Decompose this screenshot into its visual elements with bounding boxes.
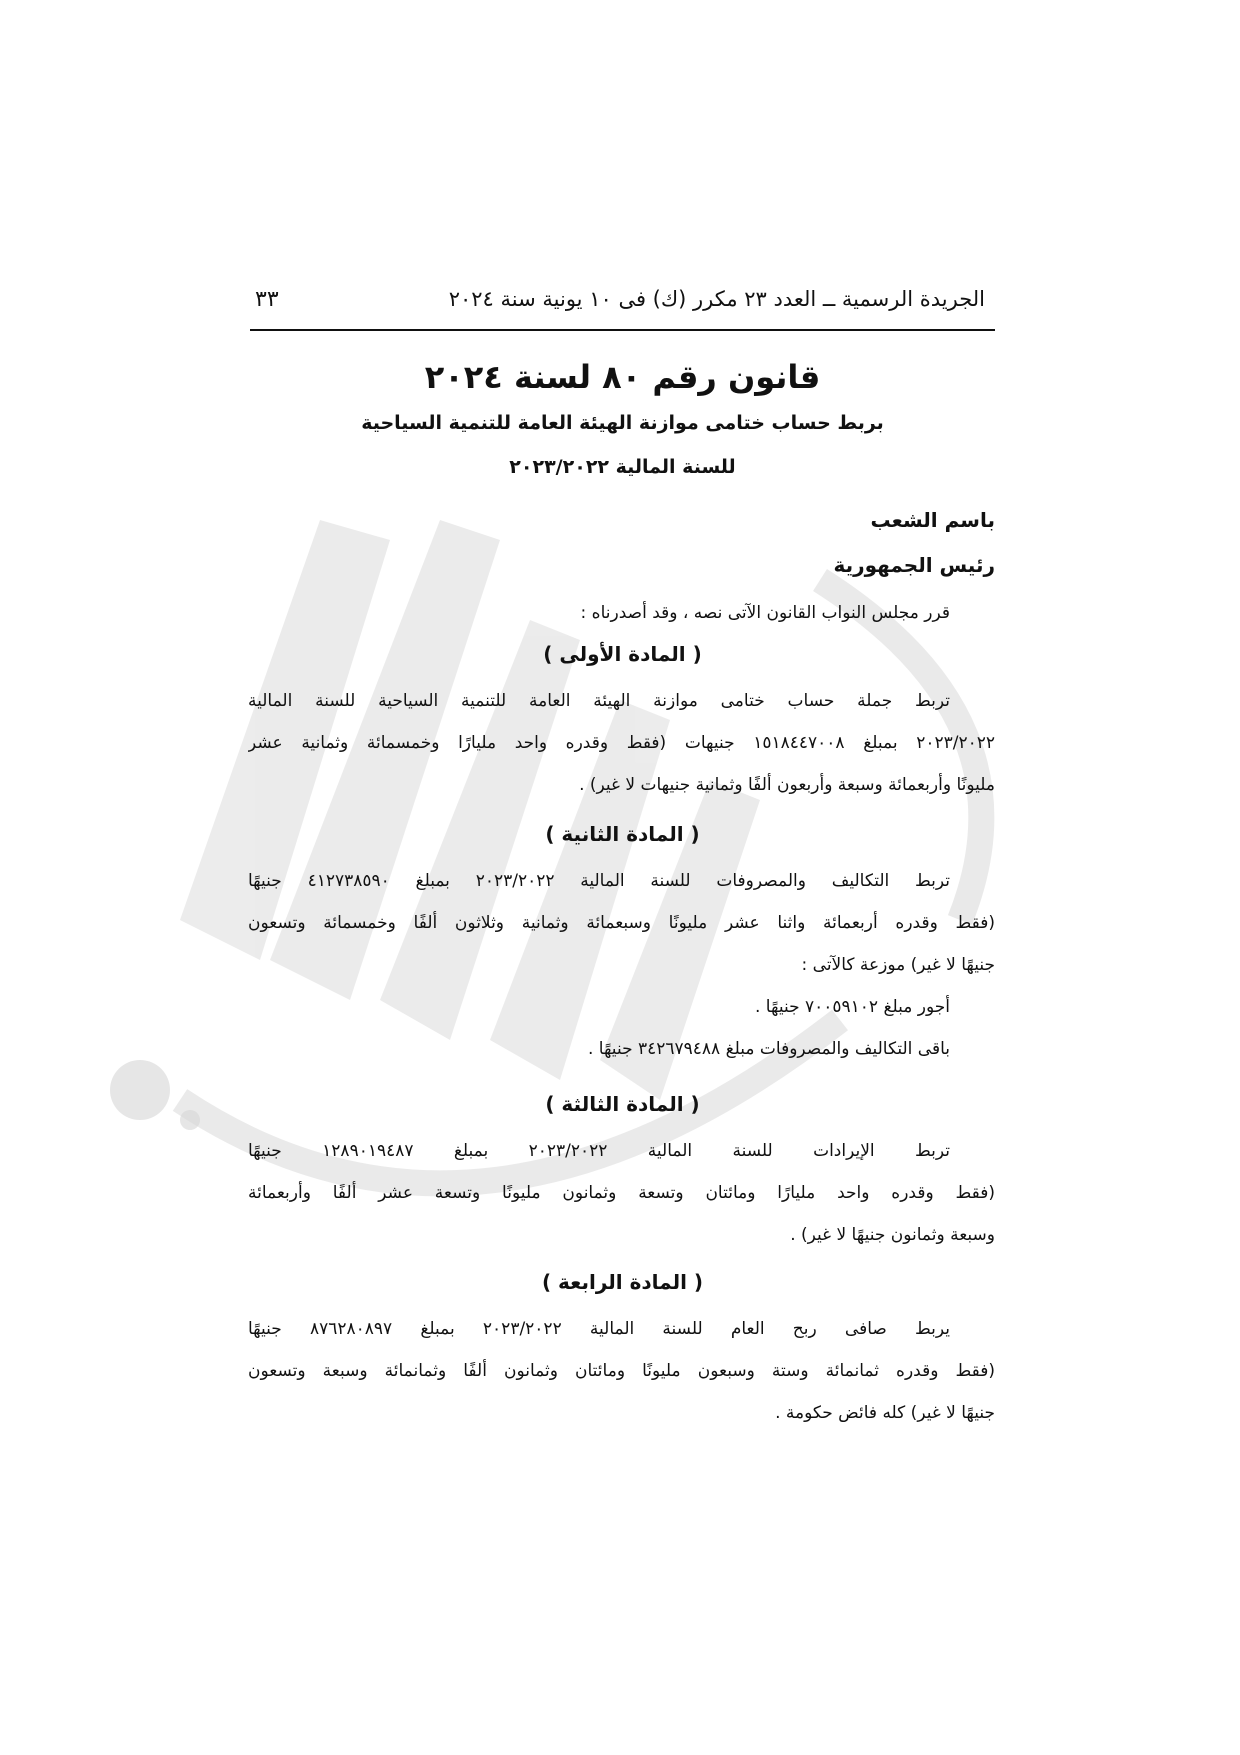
article-line: تربط التكاليف والمصروفات للسنة المالية ٢٠٢٣/٢٠٢٢ بمبلغ ٤١٢٧٣٨٥٩٠ جنيهًا bbox=[248, 871, 950, 891]
article-line: يربط صافى ربح العام للسنة المالية ٢٠٢٣/٢٠٢٢ بمبلغ ٨٧٦٢٨٠٨٩٧ جنيهًا bbox=[248, 1319, 950, 1339]
article-line: (فقط وقدره ثمانمائة وستة وسبعون مليونًا ومائتان وثمانون ألفًا وثمانمائة وسبعة وتسعون bbox=[248, 1361, 995, 1381]
article-2-body bbox=[248, 860, 995, 1070]
article-2-heading: ( المادة الثانية ) bbox=[545, 822, 700, 846]
article-line: تربط جملة حساب ختامى موازنة الهيئة العامة للتنمية السياحية للسنة المالية bbox=[248, 691, 950, 711]
law-title: قانون رقم ٨٠ لسنة ٢٠٢٤ bbox=[424, 358, 821, 396]
preamble bbox=[248, 592, 995, 634]
header-title: الجريدة الرسمية ــ العدد ٢٣ مكرر (ك) فى ١٠ يونية سنة ٢٠٢٤ bbox=[448, 287, 985, 311]
article-line: ٢٠٢٣/٢٠٢٢ بمبلغ ١٥١٨٤٤٧٠٠٨ جنيهات (فقط وقدره واحد مليارًا وخمسمائة وثمانية عشر bbox=[248, 733, 995, 753]
article-line: جنيهًا لا غير) كله فائض حكومة . bbox=[775, 1403, 995, 1423]
article-line: مليونًا وأربعمائة وسبعة وأربعون ألفًا وثمانية جنيهات لا غير) . bbox=[579, 775, 995, 795]
gazette-header bbox=[250, 283, 995, 331]
article-3-heading: ( المادة الثالثة ) bbox=[545, 1092, 700, 1116]
article-line: (فقط وقدره أربعمائة واثنا عشر مليونًا وسبعمائة وثمانية وثلاثون ألفًا وخمسمائة وتسعون bbox=[248, 913, 995, 933]
article-4-body bbox=[248, 1308, 995, 1434]
article-line: أجور مبلغ ٧٠٠٥٩١٠٢ جنيهًا . bbox=[755, 997, 950, 1017]
article-line: وسبعة وثمانون جنيهًا لا غير) . bbox=[790, 1225, 995, 1245]
page-number: ٣٣ bbox=[255, 287, 279, 312]
preamble-text: قرر مجلس النواب القانون الآتى نصه ، وقد أصدرناه : bbox=[580, 603, 950, 623]
article-line: (فقط وقدره واحد مليارًا ومائتان وتسعة وثمانون مليونًا وتسعة عشر ألفًا وأربعمائة bbox=[248, 1183, 995, 1203]
law-subtitle: بربط حساب ختامى موازنة الهيئة العامة للتنمية السياحية bbox=[361, 412, 884, 434]
article-1-heading: ( المادة الأولى ) bbox=[543, 642, 702, 666]
fiscal-year: للسنة المالية ٢٠٢٣/٢٠٢٢ bbox=[509, 456, 736, 478]
article-3-body bbox=[248, 1130, 995, 1256]
in-name-of-people: باسم الشعب bbox=[870, 508, 995, 532]
president-title: رئيس الجمهورية bbox=[833, 553, 995, 577]
article-4-heading: ( المادة الرابعة ) bbox=[541, 1270, 704, 1294]
article-line: جنيهًا لا غير) موزعة كالآتى : bbox=[801, 955, 995, 975]
article-line: باقى التكاليف والمصروفات مبلغ ٣٤٢٦٧٩٤٨٨ جنيهًا . bbox=[587, 1039, 950, 1059]
article-1-body bbox=[248, 680, 995, 806]
article-line: تربط الإيرادات للسنة المالية ٢٠٢٣/٢٠٢٢ بمبلغ ١٢٨٩٠١٩٤٨٧ جنيهًا bbox=[248, 1141, 950, 1161]
